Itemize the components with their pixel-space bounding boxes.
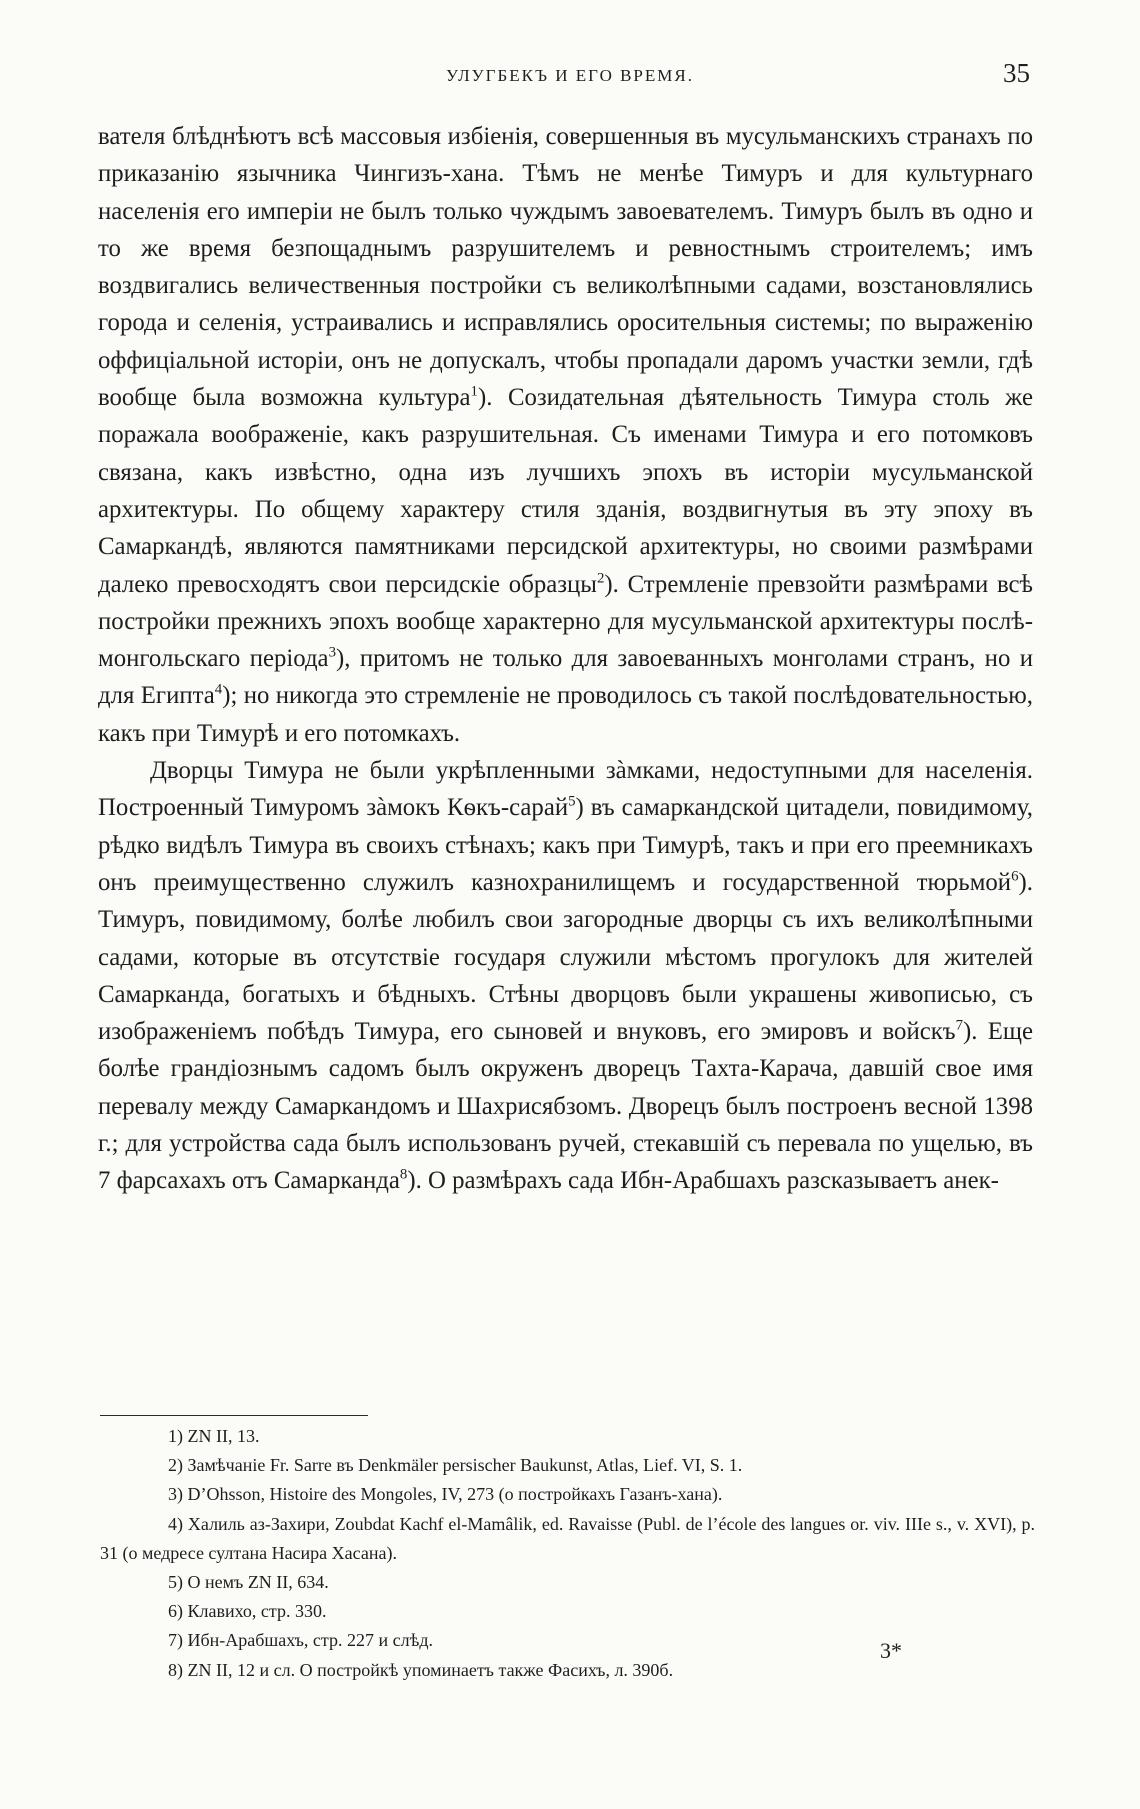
running-head	[100, 58, 1040, 98]
text-run: ). Еще болѣе грандіознымъ садомъ былъ окруженъ дворецъ Тахта-Карача, давшій свое имя перевалу между Самаркандомъ и Шахрисябзомъ. Дворецъ былъ построенъ весной 1398 г.; для устройства сада былъ использованъ ручей, стекавшій съ перевала по ущелью, въ 7 фарсахахъ отъ Самарканда	[98, 1018, 1033, 1195]
text-run: ). Стремленіе превзойти размѣрами всѣ постройки прежнихъ эпохъ вообще характерно для мусульманской архитектуры послѣ-монгольскаго періода	[98, 570, 1033, 673]
footnote-ref: 7	[955, 1017, 964, 1034]
footnote-5: 5) О немъ ZN II, 634.	[168, 1572, 329, 1593]
paragraph-2	[98, 752, 1033, 1200]
main-text	[98, 118, 1033, 1200]
text-run: ). Тимуръ, повидимому, болѣе любилъ свои загородные дворцы съ ихъ великолѣпными садами, которые въ отсутствіе государя служили мѣстомъ прогулокъ для жителей Самарканда, богатыхъ и бѣдныхъ. Стѣны дворцовъ были украшены живописью, съ изображеніемъ побѣдъ Тимура, его сыновей и внуковъ, его эмировъ и войскъ	[98, 868, 1033, 1046]
text-run: ). О размѣрахъ сада Ибн-Арабшахъ разсказываетъ анек-	[407, 1167, 999, 1195]
footnote-ref: 3	[328, 644, 337, 661]
running-title: УЛУГБЕКЪ И ЕГО ВРЕМЯ.	[446, 66, 694, 85]
footnote-ref: 8	[399, 1167, 408, 1184]
page-number: 35	[1003, 58, 1030, 88]
footnote-1: 1) ZN II, 13.	[168, 1426, 260, 1446]
footnote-ref: 4	[214, 682, 223, 699]
text-run: Дворцы Тимура не были укрѣпленными зàмками, недоступными для населенія. Построенный Тимуромъ зàмокъ Кѳкъ-сарай	[98, 757, 1033, 822]
footnote-8: 8) ZN II, 12 и сл. О постройкѣ упоминаетъ также Фасихъ, л. 390б.	[168, 1659, 674, 1680]
footnote-6: 6) Клавихо, стр. 330.	[168, 1601, 327, 1622]
footnote-3: 3) D’Ohsson, Histoire des Mongoles, IV, 273 (о постройкахъ Газанъ-хана).	[168, 1484, 723, 1505]
footnote-ref: 5	[568, 794, 576, 811]
text-run: вателя блѣднѣютъ всѣ массовыя избіенія, совершенныя въ мусульманскихъ странахъ по приказанію язычника Чингизъ-хана. Тѣмъ не менѣе Тимуръ и для культурнаго населенія его имперіи не былъ только чуждымъ завоевателемъ. Тимуръ былъ въ одно и то же время безпощаднымъ разрушителемъ и ревностнымъ строителемъ; имъ воздвигались величественныя постройки съ великолѣпными садами, возстановлялись города и селенія, устраивались и исправлялись оросительныя системы; по выраженію оффиціальной исторіи, онъ не допускалъ, чтобы пропадали даромъ участки земли, гдѣ вообще была возможна культура	[98, 123, 1033, 412]
text-run: ). Созидательная дѣятельность Тимура столь же поражала воображеніе, какъ разрушительная. Съ именами Тимура и его потомковъ связана, какъ извѣстно, одна изъ лучшихъ эпохъ въ исторіи мусульманской архитектуры. По общему характеру стиля зданія, воздвигнутыя въ эту эпоху въ Самаркандѣ, являются памятниками персидской архитектуры, но своими размѣрами далеко превосходятъ свои персидскіе образцы	[98, 384, 1033, 598]
footnote-7: 7) Ибн-Арабшахъ, стр. 227 и слѣд.	[168, 1630, 434, 1651]
text-run: ); но никогда это стремленіе не проводилось съ такой послѣдовательностью, какъ при Тимурѣ и его потомкахъ.	[98, 682, 1033, 747]
footnote-2: 2) Замѣчаніе Fr. Sarre въ Denkmäler persischer Baukunst, Atlas, Lief. VI, S. 1.	[168, 1455, 743, 1476]
footnote-ref: 6	[1011, 868, 1019, 885]
footnote-ref: 1	[470, 383, 478, 400]
footnote-4: 4) Халиль аз-Захири, Zoubdat Kachf el-Mamâlik, ed. Ravaisse (Publ. de l’école des langues or. viv. IIIe s., v. XVI), p. 31 (о медресе султана Насира Хасана).	[100, 1513, 1035, 1563]
text-run: ), притомъ не только для завоеванныхъ монголами странъ, но и для Египта	[98, 645, 1034, 710]
paragraph-1	[98, 118, 1033, 752]
signature-mark: 3*	[880, 1638, 902, 1663]
footnote-divider	[100, 1415, 368, 1416]
text-run: ) въ самаркандской цитадели, повидимому, рѣдко видѣлъ Тимура въ своихъ стѣнахъ; какъ при Тимурѣ, такъ и при его преемникахъ онъ преимущественно служилъ казнохранилищемъ и государственной тюрьмой	[98, 794, 1033, 896]
footnote-ref: 2	[596, 570, 605, 587]
